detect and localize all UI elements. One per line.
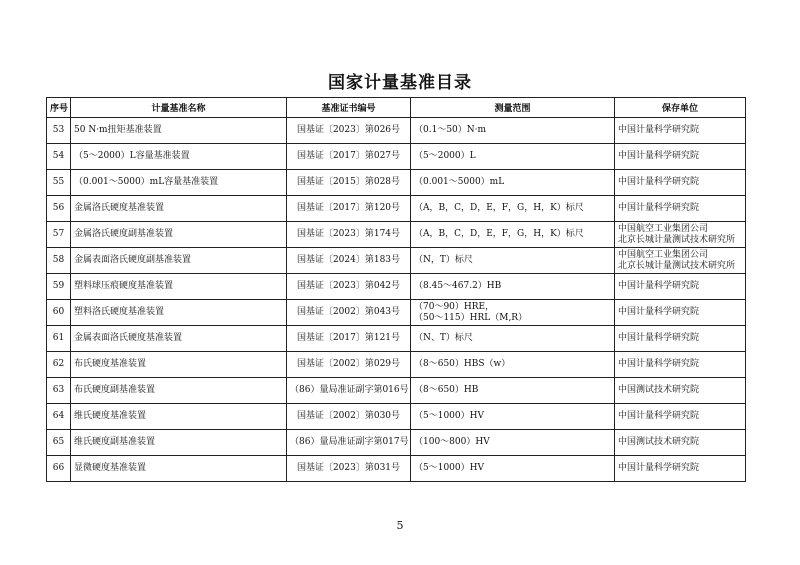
- custodian-unit: [615, 430, 746, 456]
- custodian-unit-line: 中国航空工业集团公司: [618, 249, 709, 260]
- table-row: [47, 404, 746, 430]
- custodian-unit: [615, 300, 746, 326]
- custodian-unit: [615, 456, 746, 482]
- table-row: [47, 352, 746, 378]
- standard-name: 塑料洛氏硬度基准装置: [71, 300, 287, 326]
- custodian-unit-line: 中国航空工业集团公司: [618, 223, 709, 234]
- standard-name: 布氏硬度副基准装置: [71, 378, 287, 404]
- table-row: [47, 248, 746, 274]
- certificate-number: （86）量局准证副字第017号: [287, 430, 411, 456]
- custodian-unit-line: 中国计量科学研究院: [618, 125, 700, 135]
- table-body: [47, 118, 746, 482]
- measurement-range: [411, 300, 615, 326]
- certificate-number: 国基证〔2023〕第174号: [287, 222, 411, 248]
- column-header-name: 计量基准名称: [71, 98, 287, 118]
- certificate-number: 国基证〔2023〕第026号: [287, 118, 411, 144]
- custodian-unit: [615, 222, 746, 248]
- standard-name: 金属洛氏硬度副基准装置: [71, 222, 287, 248]
- custodian-unit: [615, 118, 746, 144]
- table-header-row: [47, 98, 746, 118]
- measurement-range-line: （0.001～5000）mL: [414, 177, 505, 187]
- custodian-unit: [615, 326, 746, 352]
- column-header-unit: 保存单位: [615, 98, 746, 118]
- custodian-unit: [615, 196, 746, 222]
- measurement-range: [411, 222, 615, 248]
- row-number: 54: [47, 144, 71, 170]
- custodian-unit-line: 北京长城计量测试技术研究所: [618, 234, 736, 245]
- column-header-range: 测量范围: [411, 98, 615, 118]
- catalog-table: [46, 97, 746, 482]
- measurement-range-line: （5～1000）HV: [414, 463, 484, 473]
- standard-name: 金属表面洛氏硬度副基准装置: [71, 248, 287, 274]
- custodian-unit-line: 中国测试技术研究院: [618, 437, 700, 447]
- row-number: 65: [47, 430, 71, 456]
- measurement-range: [411, 456, 615, 482]
- measurement-range: [411, 144, 615, 170]
- row-number: 61: [47, 326, 71, 352]
- row-number: 57: [47, 222, 71, 248]
- custodian-unit-line: 中国计量科学研究院: [618, 151, 700, 161]
- table-row: [47, 378, 746, 404]
- measurement-range-line: （5～1000）HV: [414, 411, 484, 421]
- measurement-range: [411, 326, 615, 352]
- standard-name: （5～2000）L容量基准装置: [71, 144, 287, 170]
- certificate-number: （86）量局准证副字第016号: [287, 378, 411, 404]
- table-row: [47, 326, 746, 352]
- measurement-range-line: （70～90）HRE，: [414, 301, 495, 312]
- certificate-number: 国基证〔2017〕第120号: [287, 196, 411, 222]
- row-number: 63: [47, 378, 71, 404]
- table-row: [47, 170, 746, 196]
- row-number: 64: [47, 404, 71, 430]
- standard-name: （0.001～5000）mL容量基准装置: [71, 170, 287, 196]
- custodian-unit-line: 中国测试技术研究院: [618, 385, 700, 395]
- measurement-range-line: （5～2000）L: [414, 151, 476, 161]
- certificate-number: 国基证〔2023〕第042号: [287, 274, 411, 300]
- table-row: [47, 222, 746, 248]
- column-header-no: 序号: [47, 98, 71, 118]
- custodian-unit: [615, 352, 746, 378]
- measurement-range-line: （8～650）HBS（w）: [414, 359, 511, 369]
- page-number: 5: [396, 519, 404, 532]
- measurement-range: [411, 248, 615, 274]
- measurement-range: [411, 118, 615, 144]
- custodian-unit-line: 中国计量科学研究院: [618, 359, 700, 369]
- table-row: [47, 274, 746, 300]
- certificate-number: 国基证〔2002〕第029号: [287, 352, 411, 378]
- measurement-range: [411, 352, 615, 378]
- measurement-range-line: （100～800）HV: [414, 437, 490, 447]
- custodian-unit-line: 中国计量科学研究院: [618, 333, 700, 343]
- standard-name: 维氏硬度副基准装置: [71, 430, 287, 456]
- measurement-range: [411, 430, 615, 456]
- row-number: 59: [47, 274, 71, 300]
- row-number: 66: [47, 456, 71, 482]
- standard-name: 布氏硬度基准装置: [71, 352, 287, 378]
- standard-name: 金属洛氏硬度基准装置: [71, 196, 287, 222]
- custodian-unit-line: 中国计量科学研究院: [618, 177, 700, 187]
- row-number: 58: [47, 248, 71, 274]
- measurement-range: [411, 170, 615, 196]
- standard-name: 塑料球压痕硬度基准装置: [71, 274, 287, 300]
- custodian-unit: [615, 144, 746, 170]
- row-number: 55: [47, 170, 71, 196]
- measurement-range-line: （0.1～50）N·m: [414, 125, 487, 135]
- custodian-unit-line: 中国计量科学研究院: [618, 203, 700, 213]
- custodian-unit-line: 中国计量科学研究院: [618, 281, 700, 291]
- row-number: 56: [47, 196, 71, 222]
- custodian-unit: [615, 378, 746, 404]
- table-row: [47, 430, 746, 456]
- measurement-range-line: （N，T）标尺: [414, 255, 473, 265]
- measurement-range-line: （50～115）HRL（M,R）: [414, 312, 528, 323]
- certificate-number: 国基证〔2002〕第030号: [287, 404, 411, 430]
- certificate-number: 国基证〔2024〕第183号: [287, 248, 411, 274]
- measurement-range: [411, 196, 615, 222]
- measurement-range-line: （8～650）HB: [414, 385, 479, 395]
- table-row: [47, 118, 746, 144]
- certificate-number: 国基证〔2002〕第043号: [287, 300, 411, 326]
- custodian-unit-line: 中国计量科学研究院: [618, 307, 700, 317]
- certificate-number: 国基证〔2017〕第121号: [287, 326, 411, 352]
- row-number: 62: [47, 352, 71, 378]
- custodian-unit: [615, 170, 746, 196]
- certificate-number: 国基证〔2017〕第027号: [287, 144, 411, 170]
- measurement-range-line: （A，B，C，D，E，F，G，H，K）标尺: [414, 203, 584, 213]
- column-header-cert: 基准证书编号: [287, 98, 411, 118]
- certificate-number: 国基证〔2023〕第031号: [287, 456, 411, 482]
- custodian-unit: [615, 248, 746, 274]
- page-title: 国家计量基准目录: [328, 73, 472, 93]
- table-row: [47, 196, 746, 222]
- standard-name: 维氏硬度基准装置: [71, 404, 287, 430]
- custodian-unit-line: 中国计量科学研究院: [618, 463, 700, 473]
- table-row: [47, 144, 746, 170]
- measurement-range-line: （8.45～467.2）HB: [414, 281, 502, 291]
- row-number: 60: [47, 300, 71, 326]
- custodian-unit-line: 中国计量科学研究院: [618, 411, 700, 421]
- custodian-unit: [615, 404, 746, 430]
- custodian-unit-line: 北京长城计量测试技术研究所: [618, 260, 736, 271]
- table-row: [47, 300, 746, 326]
- measurement-range: [411, 274, 615, 300]
- measurement-range-line: （N、T）标尺: [414, 333, 473, 343]
- measurement-range: [411, 378, 615, 404]
- certificate-number: 国基证〔2015〕第028号: [287, 170, 411, 196]
- row-number: 53: [47, 118, 71, 144]
- custodian-unit: [615, 274, 746, 300]
- standard-name: 50 N·m扭矩基准装置: [71, 118, 287, 144]
- measurement-range: [411, 404, 615, 430]
- standard-name: 显微硬度基准装置: [71, 456, 287, 482]
- measurement-range-line: （A，B，C，D，E，F，G，H，K）标尺: [414, 229, 584, 239]
- table-row: [47, 456, 746, 482]
- standard-name: 金属表面洛氏硬度基准装置: [71, 326, 287, 352]
